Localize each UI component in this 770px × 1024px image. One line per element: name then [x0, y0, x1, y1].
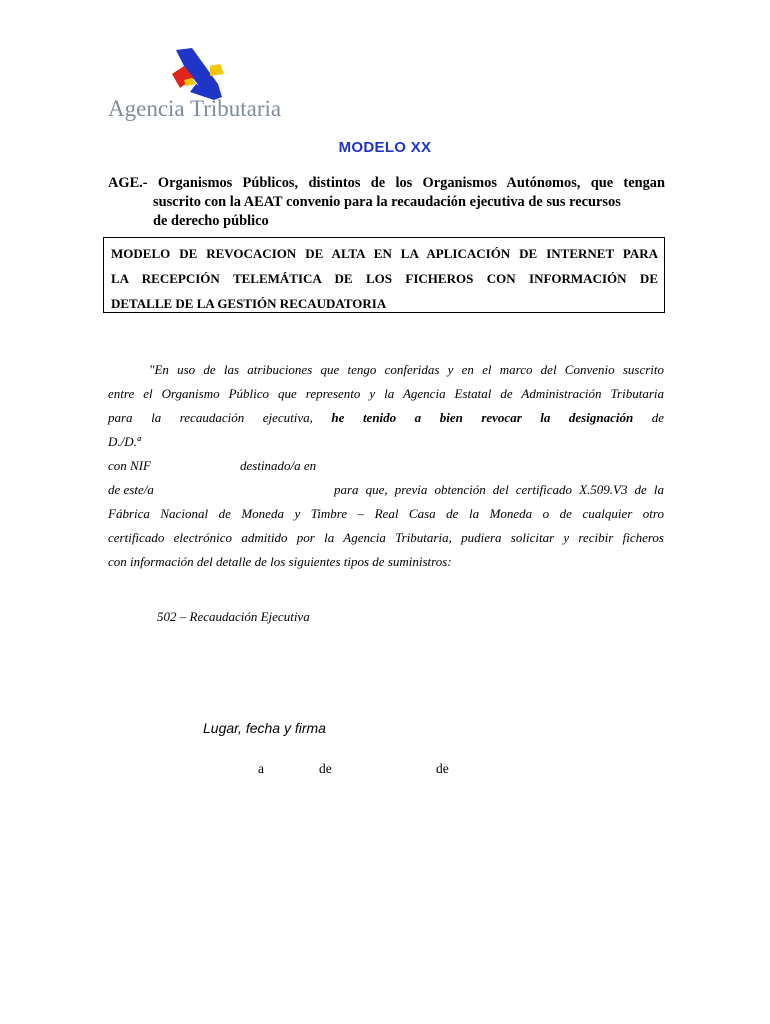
body-line-3	[108, 410, 664, 426]
date-a: a	[258, 761, 264, 776]
model-title: MODELO XX	[338, 139, 432, 156]
age-line-3: de derecho público	[153, 213, 269, 229]
body-line-1: "En uso de las atribuciones que tengo conferidas y en el marco del Convenio suscrito	[149, 362, 664, 377]
destinado-label: destinado/a en	[240, 458, 317, 473]
age-description	[108, 174, 665, 231]
revocation-heading-box	[103, 237, 665, 313]
supply-item: 502 – Recaudación Ejecutiva	[157, 609, 310, 624]
body-line-3-end: de	[651, 410, 665, 425]
dd-label: D./D.ª	[108, 434, 141, 449]
age-line-2: suscrito con la AEAT convenio para la recaudación ejecutiva de sus recursos	[153, 194, 621, 210]
body-line-9: con información del detalle de los siguientes tipos de suministros:	[108, 554, 452, 569]
para-que-text: para que, previa obtención del certificado X.509.V3 de la	[334, 482, 664, 497]
age-line-1: AGE.- Organismos Públicos, distintos de los Organismos Autónomos, que tengan	[108, 175, 665, 191]
date-de-2: de	[436, 761, 449, 776]
nif-label: con NIF	[108, 458, 151, 473]
body-line-7: Fábrica Nacional de Moneda y Timbre – Real Casa de la Moneda o de cualquier otro	[108, 506, 664, 521]
body-line-3-start: para la recaudación ejecutiva,	[108, 410, 313, 425]
date-de-1: de	[319, 761, 332, 776]
agency-name: Agencia Tributaria	[108, 96, 282, 121]
box-line-2: LA RECEPCIÓN TELEMÁTICA DE LOS FICHEROS CON INFORMACIÓN DE	[111, 271, 658, 286]
de-este-label: de este/a	[108, 482, 154, 497]
signature-label: Lugar, fecha y firma	[203, 720, 326, 736]
box-line-3: DETALLE DE LA GESTIÓN RECAUDATORIA	[111, 296, 387, 311]
revoke-statement: he tenido a bien revocar la designación	[331, 410, 634, 425]
body-line-2: entre el Organismo Público que represento y la Agencia Estatal de Administración Tributaria	[108, 386, 664, 401]
aeat-logo-icon	[170, 44, 230, 100]
box-line-1: MODELO DE REVOCACION DE ALTA EN LA APLICACIÓN DE INTERNET PARA	[111, 246, 658, 261]
body-line-8: certificado electrónico admitido por la Agencia Tributaria, pudiera solicitar y recibir ficheros	[108, 530, 664, 545]
